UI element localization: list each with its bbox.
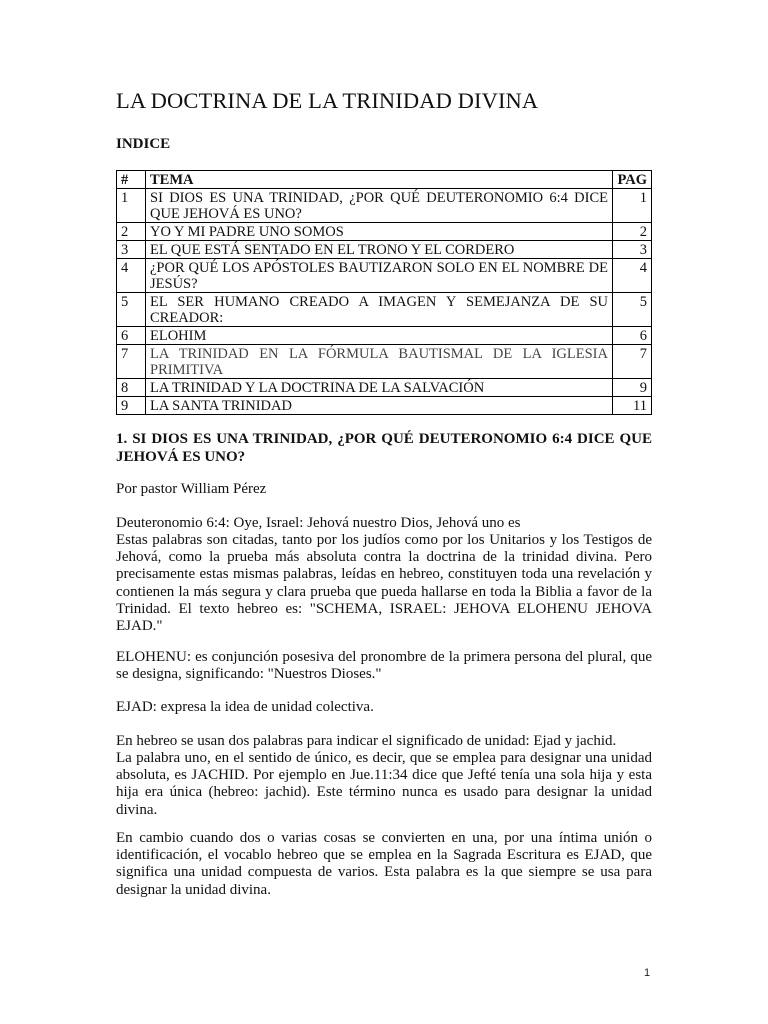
paragraph-ejad: EJAD: expresa la idea de unidad colectiva. — [116, 699, 374, 715]
index-row-pag: 9 — [613, 379, 652, 397]
index-header-pag: PAG — [613, 171, 652, 189]
index-row-num: 1 — [117, 189, 146, 223]
index-row-num: 6 — [117, 327, 146, 345]
paragraph-hebrew-words: En hebreo se usan dos palabras para indicar el significado de unidad: Ejad y jachid. — [116, 733, 617, 749]
index-row-tema: LA TRINIDAD Y LA DOCTRINA DE LA SALVACIÓN — [146, 379, 613, 397]
verse-line: Deuteronomio 6:4: Oye, Israel: Jehová nuestro Dios, Jehová uno es — [116, 515, 521, 531]
index-row-tema: ELOHIM — [146, 327, 613, 345]
index-table-row — [117, 397, 652, 415]
index-heading: INDICE — [116, 136, 171, 152]
document-title: LA DOCTRINA DE LA TRINIDAD DIVINA — [116, 88, 539, 113]
paragraph-elohenu: ELOHENU: es conjunción posesiva del pronombre de la primera persona del plural, que se designa, significando: "Nuestros Dioses." — [116, 649, 652, 683]
index-row-num: 8 — [117, 379, 146, 397]
index-table-row — [117, 223, 652, 241]
author-line: Por pastor William Pérez — [116, 481, 267, 497]
index-row-num: 5 — [117, 293, 146, 327]
index-row-tema: LA SANTA TRINIDAD — [146, 397, 613, 415]
index-table-row — [117, 259, 652, 293]
index-table — [116, 170, 652, 415]
index-row-pag: 7 — [613, 345, 652, 379]
index-row-num: 4 — [117, 259, 146, 293]
page-number: 1 — [644, 967, 651, 979]
index-row-pag: 1 — [613, 189, 652, 223]
index-table-row — [117, 327, 652, 345]
index-row-num: 2 — [117, 223, 146, 241]
index-table-row — [117, 189, 652, 223]
index-row-tema: EL SER HUMANO CREADO A IMAGEN Y SEMEJANZA DE SU CREADOR: — [146, 293, 613, 327]
index-row-pag: 6 — [613, 327, 652, 345]
paragraph-ejad-compound: En cambio cuando dos o varias cosas se convierten en una, por una íntima unión o identificación, el vocablo hebreo que se emplea en la Sagrada Escritura es EJAD, que significa una unidad compuesta de varios. Esta palabra es la que siempre se usa para designar la unidad divina. — [116, 830, 652, 898]
index-table-row — [117, 293, 652, 327]
index-row-pag: 3 — [613, 241, 652, 259]
index-table-row — [117, 241, 652, 259]
index-row-pag: 4 — [613, 259, 652, 293]
index-table-row — [117, 379, 652, 397]
index-row-num: 7 — [117, 345, 146, 379]
paragraph-intro: Estas palabras son citadas, tanto por los judíos como por los Unitarios y los Testigos de Jehová, como la prueba más absoluta contra la doctrina de la trinidad divina. Pero precisamente estas mismas palabras, leídas en hebreo, constituyen toda una revelación y contienen la más segura y clara prueba que pueda hallarse en toda la Biblia a favor de la Trinidad. El texto hebreo es: "SCHEMA, ISRAEL: JEHOVA ELOHENU JEHOVA EJAD." — [116, 532, 652, 635]
index-header-tema: TEMA — [146, 171, 613, 189]
index-row-num: 9 — [117, 397, 146, 415]
index-row-tema: LA TRINIDAD EN LA FÓRMULA BAUTISMAL DE LA IGLESIA PRIMITIVA — [146, 345, 613, 379]
index-row-tema: SI DIOS ES UNA TRINIDAD, ¿POR QUÉ DEUTERONOMIO 6:4 DICE QUE JEHOVÁ ES UNO? — [146, 189, 613, 223]
paragraph-jachid: La palabra uno, en el sentido de único, es decir, que se emplea para designar una unidad absoluta, es JACHID. Por ejemplo en Jue.11:34 dice que Jefté tenía una sola hija y esta hija era única (hebreo: jachid). Este término nunca es usado para designar la unidad divina. — [116, 750, 652, 818]
index-header-num: # — [117, 171, 146, 189]
index-row-tema: YO Y MI PADRE UNO SOMOS — [146, 223, 613, 241]
index-row-pag: 11 — [613, 397, 652, 415]
index-row-pag: 5 — [613, 293, 652, 327]
index-row-tema: ¿POR QUÉ LOS APÓSTOLES BAUTIZARON SOLO EN EL NOMBRE DE JESÚS? — [146, 259, 613, 293]
index-row-pag: 2 — [613, 223, 652, 241]
index-table-row — [117, 345, 652, 379]
index-row-tema: EL QUE ESTÁ SENTADO EN EL TRONO Y EL CORDERO — [146, 241, 613, 259]
section-heading: 1. SI DIOS ES UNA TRINIDAD, ¿POR QUÉ DEUTERONOMIO 6:4 DICE QUE JEHOVÁ ES UNO? — [116, 431, 652, 465]
index-row-num: 3 — [117, 241, 146, 259]
index-table-header-row — [117, 171, 652, 189]
